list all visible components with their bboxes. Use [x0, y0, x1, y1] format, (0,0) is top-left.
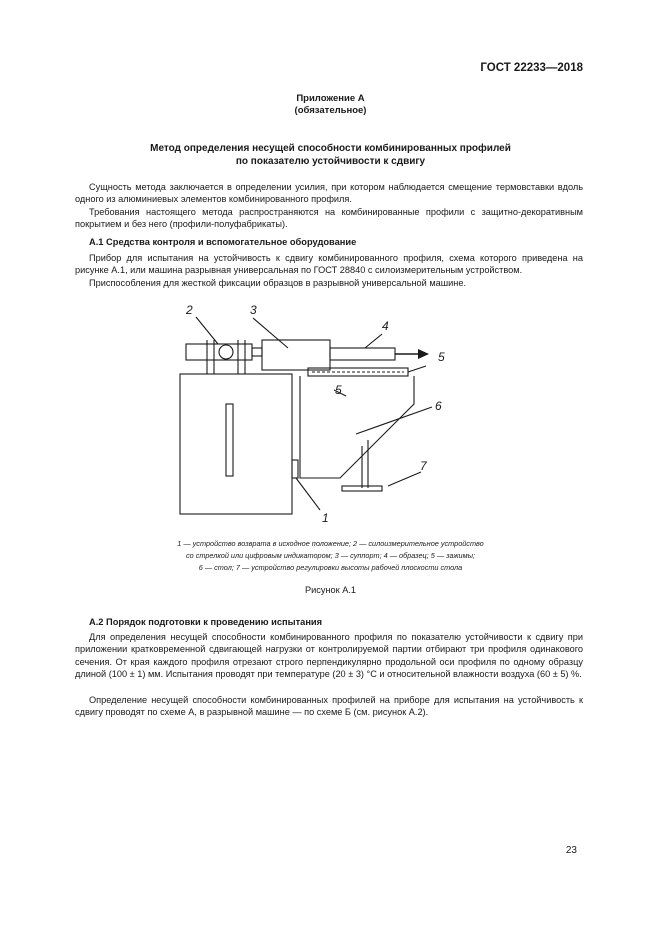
callout-4: 4	[382, 319, 389, 333]
annex-status: (обязательное)	[294, 105, 367, 116]
figure-legend	[0, 538, 661, 574]
section-a2-heading: А.2 Порядок подготовки к проведению испытания	[89, 617, 323, 627]
callout-5-top: 5	[438, 350, 445, 364]
section-a2-paragraph-2: Определение несущей способности комбинированных профилей на приборе для испытания на устойчивость к сдвигу проводят по схеме А, в разрывной машине — по схеме Б (см. рисунок А.2).	[75, 695, 583, 718]
document-code: ГОСТ 22233—2018	[480, 62, 583, 74]
figure-legend-line1: 1 — устройство возврата в исходное положение; 2 — силоизмерительное устройство	[177, 539, 484, 548]
force-gauge-dial	[219, 345, 233, 359]
callout-7: 7	[420, 459, 427, 473]
page-number: 23	[565, 845, 577, 856]
figure-legend-line3: 6 — стол; 7 — устройство регулировки высоты рабочей плоскости стола	[198, 563, 463, 572]
annex-title	[0, 93, 661, 117]
shear-test-device-diagram	[150, 296, 480, 531]
section-a2-paragraph-1: Для определения несущей способности комбинированного профиля по показателю устойчивости к сдвигу при приложении кратковременной сдвигающей нагрузки от контролируемой партии отбирают три профиля одинакового сечения. От края каждого профиля отрезают строго перпендикулярно продольной оси профиля по одному образцу длиной (100 ± 1) мм. Испытания проводят при температуре (20 ± 3) °С и относительной влажности воздуха (60 ± 5) %.	[75, 632, 583, 680]
intro-paragraph-1: Сущность метода заключается в определении усилия, при котором наблюдается смещение термовставки вдоль одного из алюминиевых элементов комбинированного профиля.	[75, 182, 583, 205]
method-title-line2: по показателю устойчивости к сдвигу	[235, 156, 426, 167]
section-a1-paragraph-1: Прибор для испытания на устойчивость к сдвигу комбинированного профиля, схема которого приведена на рисунке А.1, или машина разрывная универсальная по ГОСТ 28840 с силоизмерительным устройством.	[75, 253, 583, 276]
callout-5-bottom: 5	[335, 383, 342, 397]
callout-2: 2	[186, 303, 193, 317]
body-slot	[226, 404, 233, 476]
callout-3: 3	[250, 303, 257, 317]
figure-legend-line2: со стрелкой или цифровым индикатором; 3 — суппорт; 4 — образец; 5 — зажимы;	[185, 551, 476, 560]
intro-paragraph-2: Требования настоящего метода распространяются на комбинированные профили с защитно-декоративным покрытием и без него (профили-полуфабрикаты).	[75, 207, 583, 230]
callout-1: 1	[322, 511, 329, 525]
method-title	[0, 142, 661, 168]
section-a1-paragraph-2: Приспособления для жесткой фиксации образцов в разрывной универсальной машине.	[89, 278, 467, 288]
method-title-line1: Метод определения несущей способности комбинированных профилей	[150, 143, 511, 154]
table	[300, 376, 414, 478]
device-body	[180, 374, 292, 514]
return-device	[292, 460, 298, 478]
figure-label: Рисунок А.1	[305, 585, 356, 595]
section-a1-heading: А.1 Средства контроля и вспомогательное оборудование	[89, 237, 357, 247]
support	[262, 340, 330, 370]
annex-name: Приложение А	[296, 93, 365, 104]
callout-6: 6	[435, 399, 442, 413]
